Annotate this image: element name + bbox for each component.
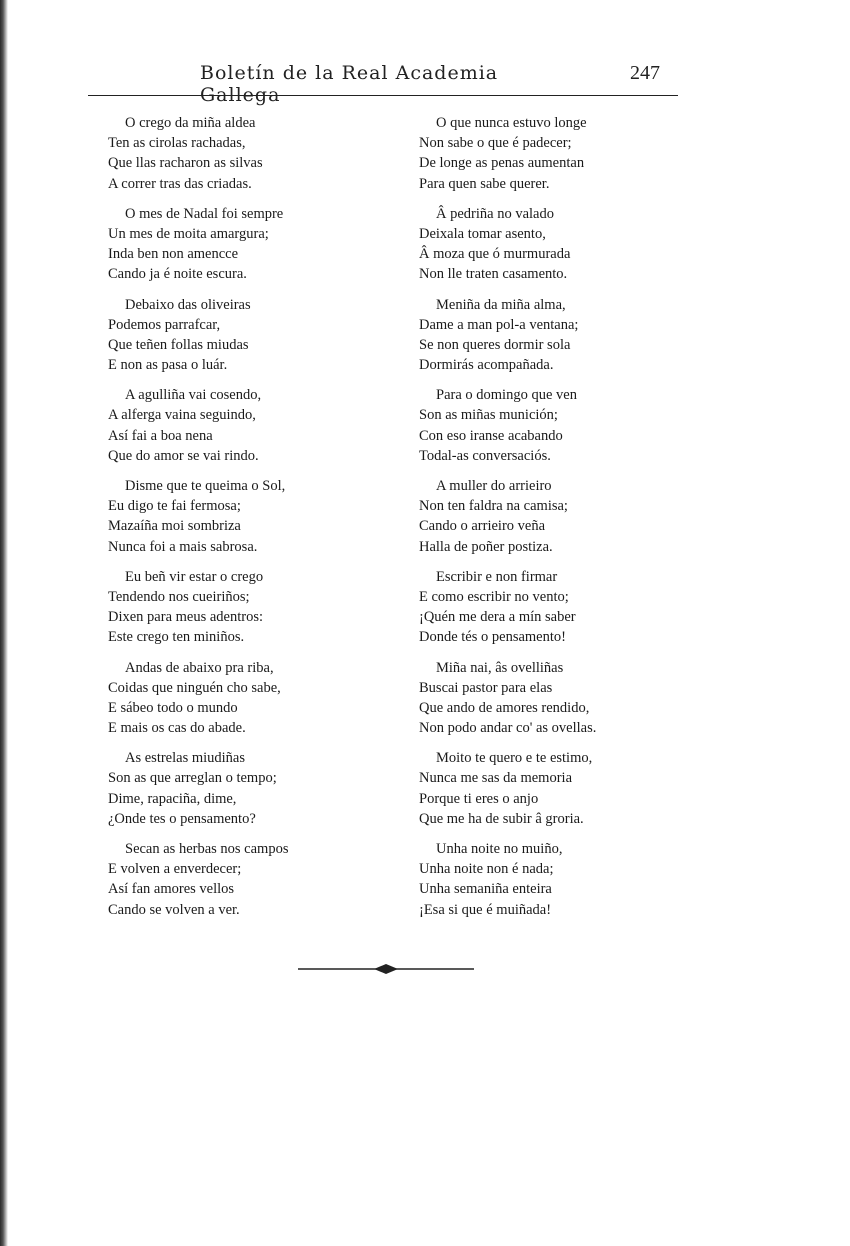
verse-line: Así fai a boa nena	[108, 427, 213, 444]
verse-line: A agulliña vai cosendo,	[125, 387, 262, 404]
verse-line: Tendendo nos cueiriños;	[108, 588, 250, 605]
verse-line: Cando o arrieiro veña	[419, 518, 546, 535]
verse-line: Non sabe o que é padecer;	[419, 135, 572, 152]
verse-line: Coidas que ninguén cho sabe,	[108, 679, 281, 696]
stanza	[419, 295, 719, 376]
verse-line: E mais os cas do abade.	[108, 720, 246, 737]
verse-line: Ten as cirolas rachadas,	[108, 135, 246, 152]
stanza	[108, 476, 408, 557]
page-number: 247	[630, 62, 660, 84]
right-column	[419, 113, 719, 930]
verse-line: Podemos parrafcar,	[108, 316, 221, 333]
verse-line: E non as pasa o luár.	[108, 357, 228, 374]
stanza	[108, 658, 408, 739]
stanza	[419, 476, 719, 557]
verse-line: Miña nai, âs ovelliñas	[436, 659, 564, 676]
verse-line: Deixala tomar asento,	[419, 225, 546, 242]
verse-line: Unha noite no muiño,	[436, 841, 563, 857]
verse-line: Non lle traten casamento.	[419, 266, 568, 283]
verse-line: Non podo andar co' as ovellas.	[419, 720, 597, 737]
verse-line: ¡Quén me dera a mín saber	[419, 609, 576, 626]
verse-line: Andas de abaixo pra riba,	[125, 659, 274, 676]
left-column	[108, 113, 408, 930]
verse-line: Debaixo das oliveiras	[125, 296, 251, 313]
verse-line: Â moza que ó murmurada	[419, 246, 571, 263]
verse-line: Secan as herbas nos campos	[125, 841, 289, 857]
verse-line: Que me ha de subir â groria.	[419, 810, 584, 827]
verse-line: Dormirás acompañada.	[419, 357, 554, 374]
verse-line: De longe as penas aumentan	[419, 155, 585, 172]
verse-line: Porque ti eres o anjo	[419, 790, 539, 807]
verse-line: Este crego ten miniños.	[108, 629, 245, 646]
verse-line: E sábeo todo o mundo	[108, 699, 238, 716]
verse-line: Con eso iranse acabando	[419, 427, 563, 444]
page-spine-edge	[0, 0, 8, 1246]
verse-line: E como escribir no vento;	[419, 588, 569, 605]
verse-line: Cando ja é noite escura.	[108, 266, 247, 283]
stanza	[419, 748, 719, 829]
stanza	[108, 295, 408, 376]
verse-line: Que teñen follas miudas	[108, 336, 249, 353]
verse-line: Que ando de amores rendido,	[419, 699, 590, 716]
stanza	[108, 204, 408, 285]
verse-line: Escribir e non firmar	[436, 568, 558, 585]
stanza	[108, 839, 408, 920]
verse-line: Moito te quero e te estimo,	[436, 750, 593, 767]
verse-line: A muller do arrieiro	[436, 478, 552, 494]
verse-line: O mes de Nadal foi sempre	[125, 205, 284, 222]
verse-line: Un mes de moita amargura;	[108, 225, 269, 242]
verse-line: Eu digo te fai fermosa;	[108, 498, 241, 515]
verse-line: Que do amor se vai rindo.	[108, 447, 259, 464]
stanza	[419, 385, 719, 466]
stanza	[419, 113, 719, 194]
verse-line: Inda ben non amencce	[108, 246, 239, 263]
verse-line: Nunca me sas da memoria	[419, 770, 573, 787]
verse-line: ¿Onde tes o pensamento?	[108, 810, 256, 827]
verse-line: Disme que te queima o Sol,	[125, 478, 286, 494]
verse-line: ¡Esa si que é muiñada!	[419, 901, 552, 918]
verse-line: O que nunca estuvo longe	[436, 115, 587, 131]
verse-line: Cando se volven a ver.	[108, 901, 240, 918]
verse-line: Dixen para meus adentros:	[108, 609, 264, 626]
stanza	[108, 567, 408, 648]
verse-line: E volven a enverdecer;	[108, 861, 242, 878]
verse-line: Unha semaniña enteira	[419, 881, 552, 898]
stanza	[419, 567, 719, 648]
verse-line: Eu beñ vir estar o crego	[125, 568, 264, 585]
verse-line: Meniña da miña alma,	[436, 296, 566, 313]
verse-line: Unha noite non é nada;	[419, 861, 554, 878]
verse-line: A alferga vaina seguindo,	[108, 407, 256, 424]
verse-line: Dame a man pol-a ventana;	[419, 316, 579, 333]
verse-line: Que llas racharon as silvas	[108, 155, 263, 172]
stanza	[108, 748, 408, 829]
stanza	[419, 839, 719, 920]
verse-line: Donde tés o pensamento!	[419, 629, 566, 646]
running-head: Boletín de la Real Academia Gallega	[200, 62, 499, 106]
header-rule	[88, 95, 678, 96]
verse-line: Non ten faldra na camisa;	[419, 498, 568, 515]
verse-line: Halla de poñer postiza.	[419, 538, 553, 555]
verse-line: Todal-as conversaciós.	[419, 447, 551, 464]
stanza	[419, 204, 719, 285]
stanza	[419, 658, 719, 739]
verse-line: Se non queres dormir sola	[419, 336, 571, 353]
verse-line: O crego da miña aldea	[125, 115, 256, 131]
verse-line: Para o domingo que ven	[436, 387, 577, 404]
verse-line: Buscai pastor para elas	[419, 679, 553, 696]
verse-line: Son as que arreglan o tempo;	[108, 770, 277, 787]
verse-line: Así fan amores vellos	[108, 881, 235, 898]
stanza	[108, 385, 408, 466]
verse-line: Nunca foi a mais sabrosa.	[108, 538, 258, 555]
verse-line: As estrelas miudiñas	[125, 750, 246, 767]
end-ornament	[298, 962, 474, 976]
verse-line: A correr tras das criadas.	[108, 175, 252, 192]
verse-line: Dime, rapaciña, dime,	[108, 790, 237, 807]
verse-line: Son as miñas munición;	[419, 407, 558, 424]
verse-line: Mazaíña moi sombriza	[108, 518, 241, 535]
verse-line: Para quen sabe querer.	[419, 175, 550, 192]
verse-line: Â pedriña no valado	[436, 205, 554, 222]
stanza	[108, 113, 408, 194]
